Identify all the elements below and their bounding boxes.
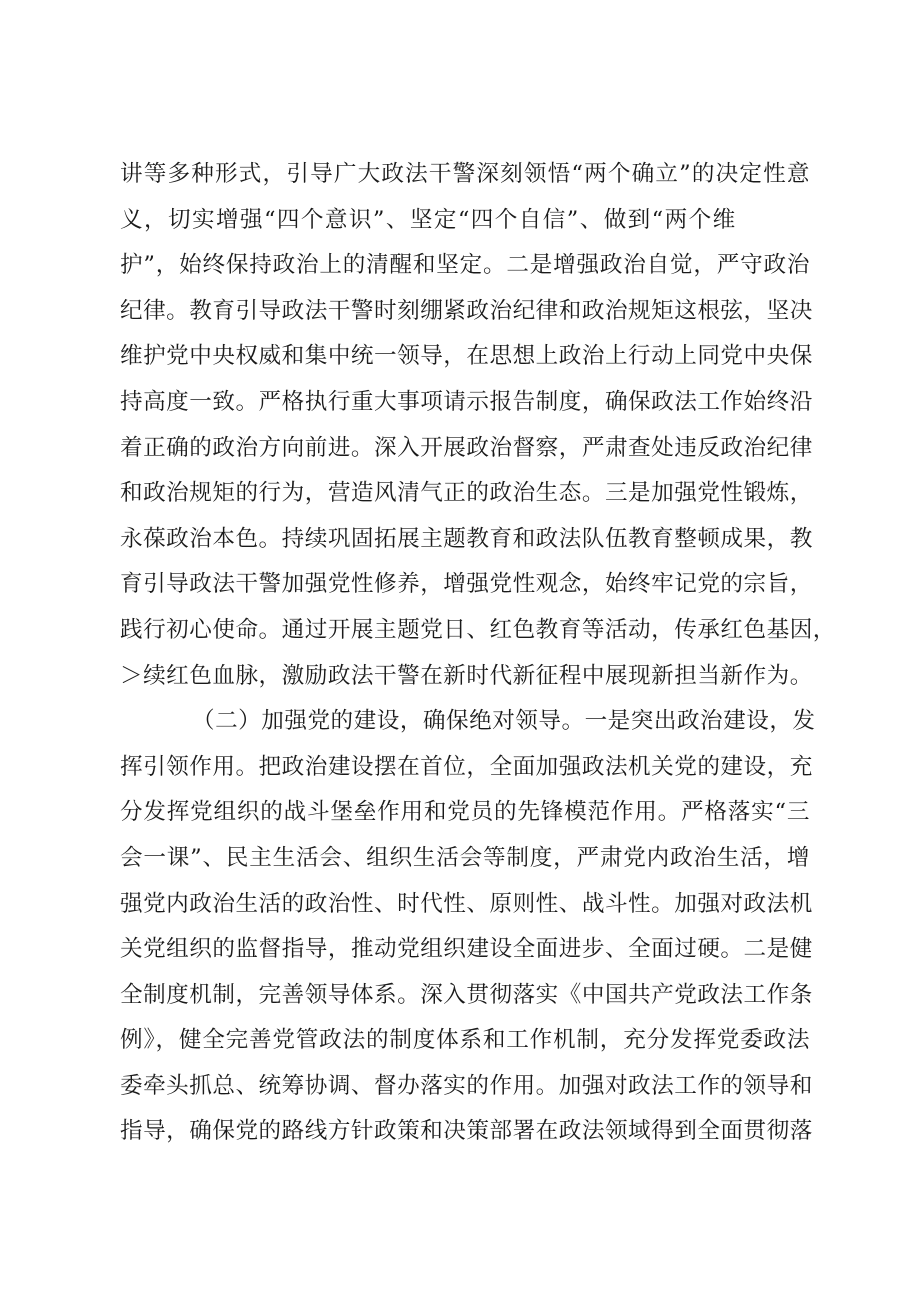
text-line: 分发挥党组织的战斗堡垒作用和党员的先锋模范作用。严格落实“三 (120, 799, 810, 826)
text-line: 永葆政治本色。持续巩固拓展主题教育和政法队伍教育整顿成果，教 (120, 525, 813, 552)
text-line: ＞续红色血脉，激励政法干警在新时代新征程中展现新担当新作为。 (120, 662, 813, 689)
text-line: 关党组织的监督指导，推动党组织建设全面进步、全面过硬。二是健 (120, 936, 813, 963)
text-line: 指导，确保党的路线方针政策和决策部署在政法领域得到全面贯彻落 (120, 1118, 813, 1145)
text-line: 讲等多种形式，引导广大政法干警深刻领悟“两个确立”的决定性意 (120, 161, 810, 187)
text-line: 践行初心使命。通过开展主题党日、红色教育等活动，传承红色基因， (120, 616, 836, 643)
text-line: 着正确的政治方向前进。深入开展政治督察，严肃查处违反政治纪律 (120, 434, 813, 461)
text-line: 纪律。教育引导政法干警时刻绷紧政治纪律和政治规矩这根弦，坚决 (120, 297, 813, 324)
text-line: 会一课”、民主生活会、组织生活会等制度，严肃党内政治生活，增 (120, 844, 810, 871)
text-line: 护”，始终保持政治上的清醒和坚定。二是增强政治自觉，严守政治 (120, 252, 810, 279)
text-line: 全制度机制，完善领导体系。深入贯彻落实《中国共产党政法工作条 (120, 981, 813, 1008)
text-line: 挥引领作用。把政治建设摆在首位，全面加强政法机关党的建设，充 (120, 753, 813, 780)
text-line: 委牵头抓总、统筹协调、督办落实的作用。加强对政法工作的领导和 (120, 1072, 813, 1099)
text-line: 维护党中央权威和集中统一领导，在思想上政治上行动上同党中央保 (120, 343, 813, 370)
text-line: 育引导政法干警加强党性修养，增强党性观念，始终牢记党的宗旨， (120, 571, 813, 598)
text-line: 持高度一致。严格执行重大事项请示报告制度，确保政法工作始终沿 (120, 388, 813, 415)
body-text (120, 152, 836, 1155)
text-line: 和政治规矩的行为，营造风清气正的政治生态。三是加强党性锻炼， (120, 480, 813, 507)
text-line: 例》，健全完善党管政法的制度体系和工作机制，充分发挥党委政法 (120, 1027, 810, 1054)
text-line: 义，切实增强“四个意识”、坚定“四个自信”、做到“两个维 (120, 206, 737, 233)
section-heading-line: （二）加强党的建设，确保绝对领导。一是突出政治建设，发 (192, 708, 816, 735)
text-line: 强党内政治生活的政治性、时代性、原则性、战斗性。加强对政法机 (120, 890, 813, 917)
